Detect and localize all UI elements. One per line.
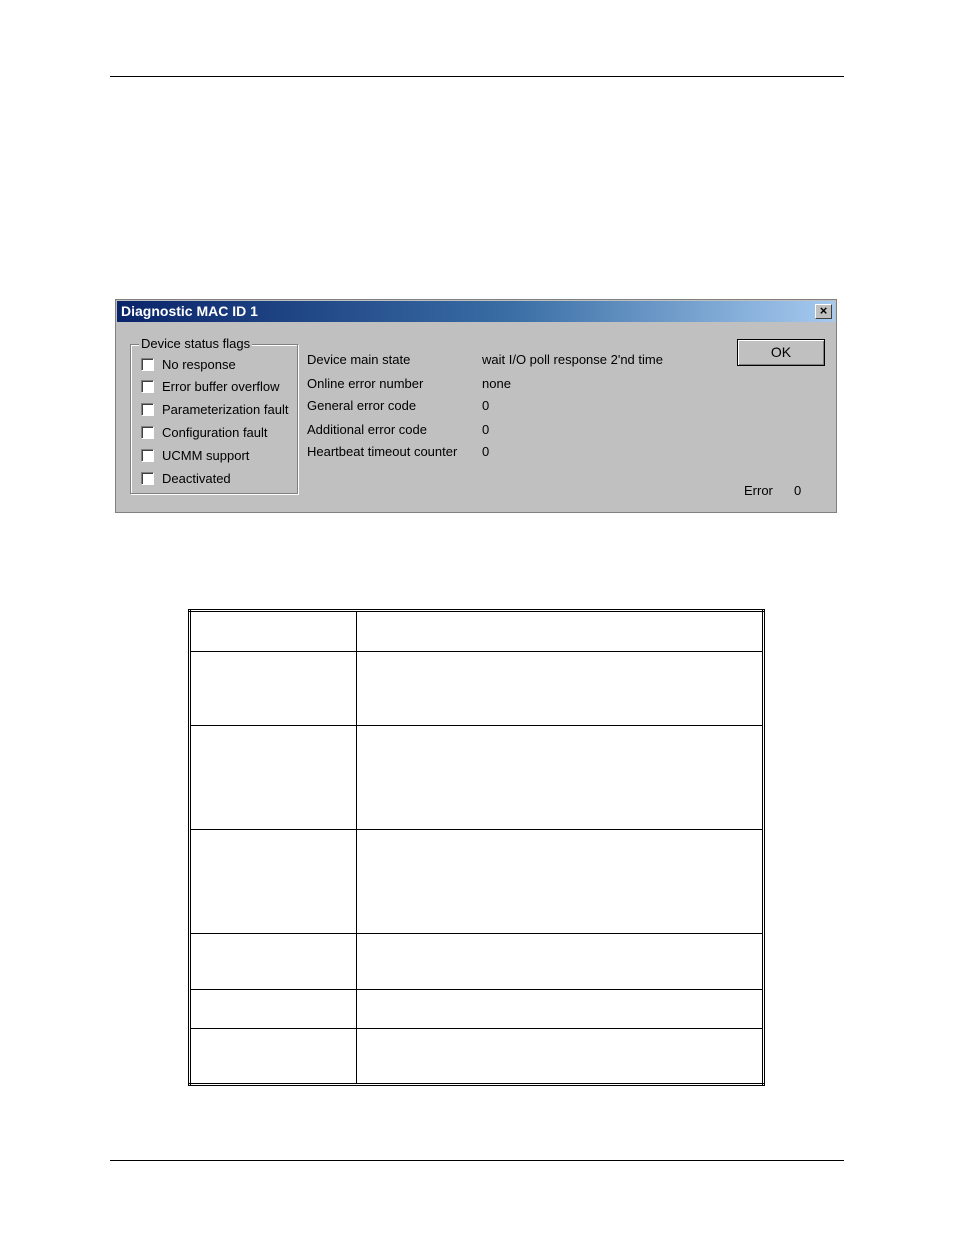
checkbox[interactable] xyxy=(141,403,154,416)
error-label: Error xyxy=(744,483,773,498)
header-rule xyxy=(110,76,844,77)
flag-label: UCMM support xyxy=(162,447,250,463)
table-cell xyxy=(190,990,357,1029)
table-cell xyxy=(357,611,764,652)
flag-parameterization-fault[interactable] xyxy=(141,400,288,418)
online-error-number-value: none xyxy=(482,376,511,391)
flag-ucmm-support[interactable] xyxy=(141,446,249,464)
table-cell xyxy=(357,652,764,726)
table-cell xyxy=(357,990,764,1029)
title-bar[interactable] xyxy=(117,301,835,322)
error-value: 0 xyxy=(794,483,802,498)
table-cell xyxy=(357,1029,764,1085)
close-button[interactable] xyxy=(815,304,832,319)
flag-deactivated[interactable] xyxy=(141,469,231,487)
checkbox[interactable] xyxy=(141,380,154,393)
group-title: Device status flags xyxy=(141,336,251,351)
online-error-number-label: Online error number xyxy=(307,376,424,391)
table-row xyxy=(190,652,764,726)
ok-button[interactable]: OK xyxy=(737,339,825,366)
flag-label: Configuration fault xyxy=(162,424,268,440)
checkbox[interactable] xyxy=(141,358,154,371)
table-cell xyxy=(357,726,764,830)
description-table xyxy=(188,609,765,1086)
flag-label: No response xyxy=(162,356,236,372)
flag-error-buffer-overflow[interactable] xyxy=(141,377,280,395)
dialog-title: Diagnostic MAC ID 1 xyxy=(121,303,258,319)
table-row xyxy=(190,726,764,830)
table-cell xyxy=(357,830,764,934)
general-error-code-value: 0 xyxy=(482,398,490,413)
device-main-state-label: Device main state xyxy=(307,352,411,367)
checkbox[interactable] xyxy=(141,472,154,485)
table-cell xyxy=(190,652,357,726)
flag-configuration-fault[interactable] xyxy=(141,423,268,441)
close-icon: × xyxy=(819,303,828,318)
device-main-state-value: wait I/O poll response 2'nd time xyxy=(482,352,663,367)
footer-rule xyxy=(110,1160,844,1161)
flag-no-response[interactable] xyxy=(141,355,236,373)
flag-label: Deactivated xyxy=(162,470,231,486)
table-cell xyxy=(190,1029,357,1085)
heartbeat-timeout-counter-label: Heartbeat timeout counter xyxy=(307,444,458,459)
table-cell xyxy=(357,934,764,990)
table-cell xyxy=(190,726,357,830)
flag-label: Parameterization fault xyxy=(162,401,289,417)
additional-error-code-label: Additional error code xyxy=(307,422,427,437)
general-error-code-label: General error code xyxy=(307,398,417,413)
table-row xyxy=(190,611,764,652)
device-status-flags-group xyxy=(130,336,298,494)
checkbox[interactable] xyxy=(141,426,154,439)
table-row xyxy=(190,1029,764,1085)
flag-label: Error buffer overflow xyxy=(162,378,280,394)
table-cell xyxy=(190,934,357,990)
heartbeat-timeout-counter-value: 0 xyxy=(482,444,490,459)
checkbox[interactable] xyxy=(141,449,154,462)
table-row xyxy=(190,990,764,1029)
table-cell xyxy=(190,830,357,934)
table-cell xyxy=(190,611,357,652)
diagnostic-dialog xyxy=(115,299,837,513)
table-row xyxy=(190,830,764,934)
table-row xyxy=(190,934,764,990)
additional-error-code-value: 0 xyxy=(482,422,490,437)
